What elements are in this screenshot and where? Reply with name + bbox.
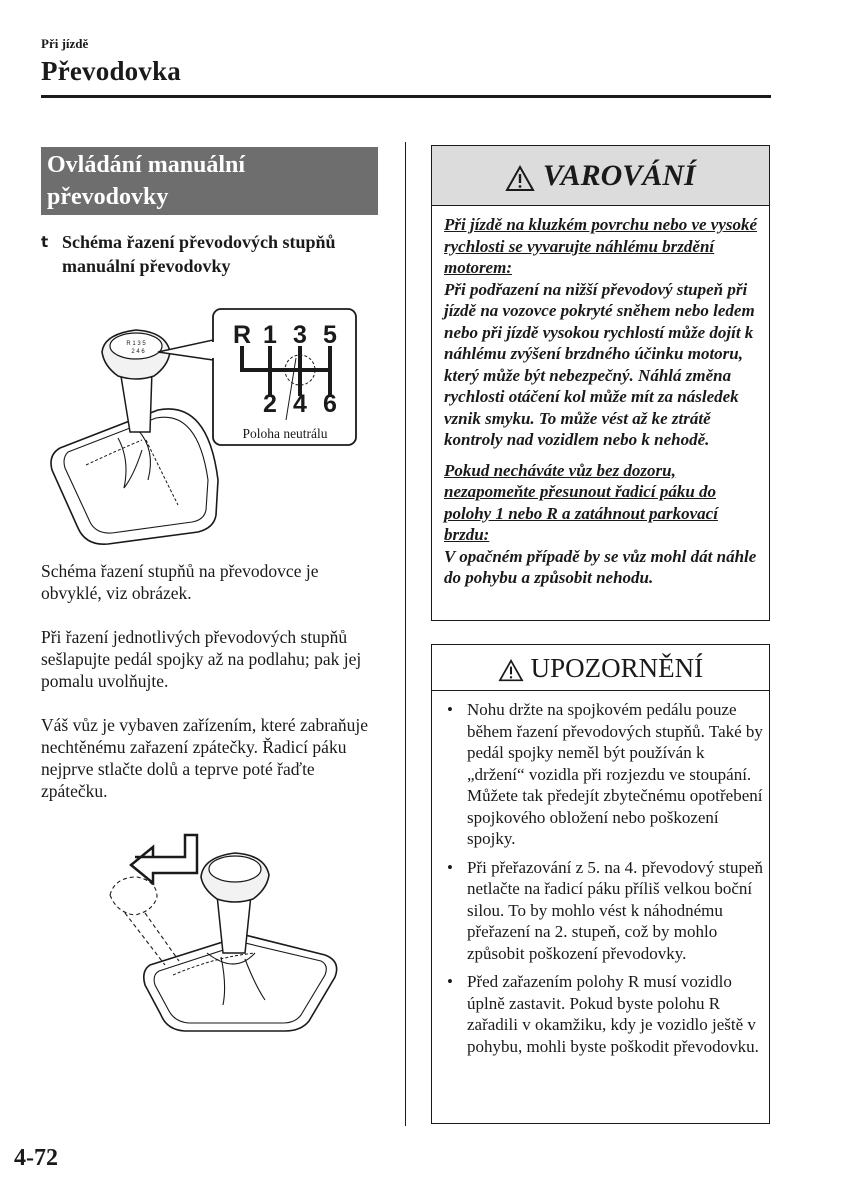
- gear-label-6: 6: [323, 390, 337, 418]
- gear-label-3: 3: [293, 321, 307, 349]
- section-heading-line2: převodovky: [47, 184, 169, 210]
- gear-label-1: 1: [263, 321, 277, 349]
- gear-label-2: 2: [263, 390, 277, 418]
- caution-item: [442, 971, 764, 1057]
- warning-text-2: V opačném případě by se vůz mohl dát náhle do pohybu a způsobit nehodu.: [444, 546, 757, 587]
- warning-header: [432, 146, 769, 206]
- gear-label-4: 4: [293, 390, 307, 418]
- shift-pattern-figure: [38, 300, 388, 545]
- caution-box: [431, 644, 770, 1124]
- paragraph-reverse-lockout: Váš vůz je vybaven zařízením, které zabraňuje nechtěnému zařazení zpátečky. Řadicí páku nejprve stlačte dolů a teprve poté řaďte zpátečku.: [41, 715, 368, 801]
- knob-top: [209, 856, 261, 882]
- gear-label-5: 5: [323, 321, 337, 349]
- warning-body: [444, 214, 766, 589]
- knob-label-top: R 1 3 5: [126, 341, 146, 347]
- caution-item-text: Při přeřazování z 5. na 4. převodový stupeň netlačte na řadicí páku příliš velkou boční silou. To by mohlo vést k náhodnému přeřazení na 2. stupeň, což by mohlo způsobit poškození převodovky.: [467, 857, 763, 963]
- reverse-shift-figure: [95, 825, 385, 1035]
- subheading-bullet: t: [41, 233, 49, 251]
- paragraph-clutch: Při řazení jednotlivých převodových stupňů sešlapujte pedál spojky až na podlahu; pak jej pomalu uvolňujte.: [41, 627, 362, 691]
- warning-box: [431, 145, 770, 621]
- ghost-shaft: [125, 913, 179, 965]
- caution-title: UPOZORNĚNÍ: [530, 653, 704, 683]
- warning-title: VAROVÁNÍ: [542, 159, 696, 192]
- column-divider: [405, 142, 406, 1126]
- subheading-text: Schéma řazení převodových stupňů manuální převodovky: [62, 232, 336, 276]
- bullet: •: [447, 972, 453, 991]
- ghost-knob: [110, 877, 157, 915]
- caution-body: [442, 699, 764, 1064]
- page-title: Převodovka: [41, 56, 181, 86]
- caution-item: [442, 857, 764, 965]
- warning-heading-1: Při jízdě na kluzkém povrchu nebo ve vysoké rychlosti se vyvarujte náhlému brzdění motorem:: [444, 215, 758, 277]
- bullet: •: [447, 857, 453, 877]
- gear-label-r: R: [232, 321, 252, 349]
- caution-header: [432, 645, 769, 691]
- paragraph-shift-pattern: Schéma řazení stupňů na převodovce je obvyklé, viz obrázek.: [41, 561, 319, 603]
- lever-shaft: [217, 895, 251, 953]
- push-down-arrow: [131, 835, 197, 883]
- neutral-label: Poloha neutrálu: [242, 426, 328, 441]
- caution-item-text: Nohu držte na spojkovém pedálu pouze během řazení převodových stupňů. Také by pedál spojky neměl být používán k „držení“ vozidla při rozjezdu ve stoupání. Můžete tak předejít zbytečnému opotřebení spojkového obložení nebo poškození spojky.: [467, 700, 763, 848]
- callout-gap: [208, 342, 216, 358]
- section-heading-line1: Ovládání manuální: [47, 152, 246, 178]
- knob-label-bottom: 2 4 6: [131, 349, 145, 355]
- caution-item-text: Před zařazením polohy R musí vozidlo úplně zastavit. Pokud byste polohu R zařadili v okamžiku, kdy je vozidlo ještě v pohybu, mohli byste poškodit převodovku.: [467, 972, 759, 1056]
- section-heading-box: [41, 147, 378, 215]
- warning-triangle-icon: [498, 659, 524, 682]
- warning-heading-2: Pokud necháváte vůz bez dozoru, nezapomeňte přesunout řadicí páku do polohy 1 nebo R a zatáhnout parkovací brzdu:: [444, 460, 718, 544]
- warning-text-1: Při podřazení na nižší převodový stupeň při jízdě na vozovce pokryté sněhem nebo ledem nebo při jízdě vysokou rychlostí může dojít k náhlému zvýšení brzdného účinku motoru, který může být nebezpečný. Náhlá změna rychlosti otáčení kol může mít za následek vznik smyku. To může vést až ke ztrátě kontroly nad vozidlem nebo k nehodě.: [444, 279, 755, 449]
- page-number: 4-72: [14, 1145, 58, 1171]
- warning-triangle-icon: [505, 165, 535, 192]
- subheading: [41, 230, 371, 278]
- header-divider: [41, 95, 771, 98]
- bullet: •: [447, 700, 453, 719]
- section-name: Při jízdě: [41, 36, 89, 51]
- caution-item: [442, 699, 764, 850]
